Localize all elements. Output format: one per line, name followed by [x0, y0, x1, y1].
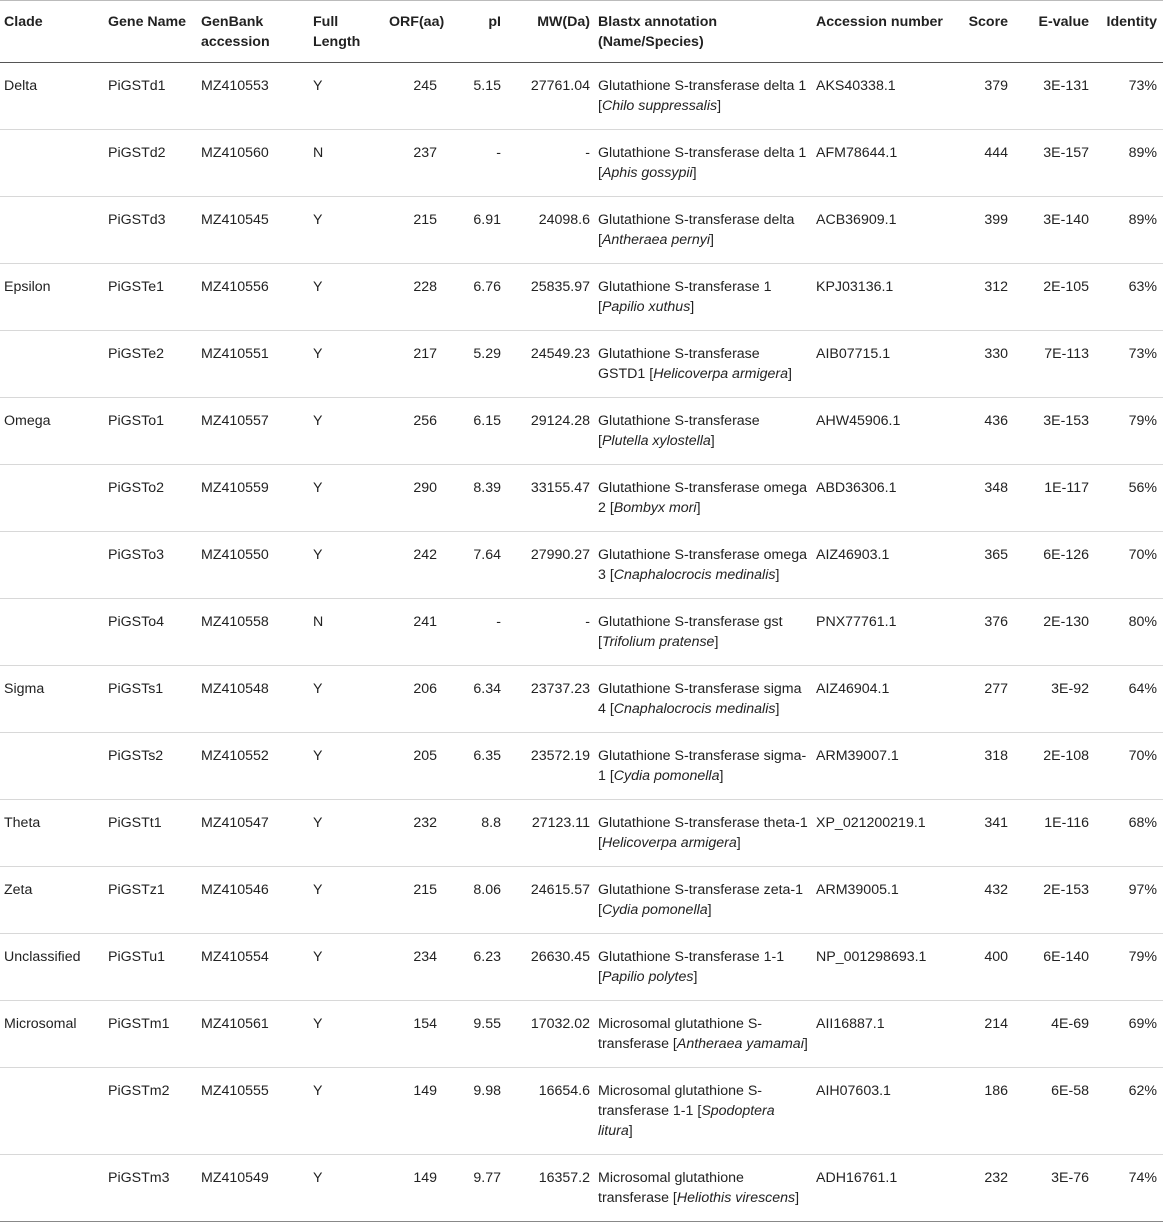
blastx-name: Glutathione S-transferase theta-1: [598, 815, 808, 831]
cell-orf: 241: [385, 599, 441, 666]
header-blastx: Blastx annotation (Name/Species): [594, 1, 812, 63]
cell-clade: [0, 599, 104, 666]
cell-evalue: 3E-76: [1012, 1155, 1093, 1222]
blastx-species: Antheraea pernyi: [601, 232, 711, 248]
cell-gene-name: PiGSTd3: [104, 197, 197, 264]
cell-pi: 5.15: [441, 63, 505, 130]
blastx-species: Heliothis virescens: [676, 1190, 796, 1206]
cell-genbank: MZ410548: [197, 666, 309, 733]
cell-identity: 89%: [1093, 130, 1163, 197]
cell-blastx: Glutathione S-transferase sigma-1 [Cydia pomonella]: [594, 733, 812, 800]
cell-accession: KPJ03136.1: [812, 264, 950, 331]
cell-clade: [0, 197, 104, 264]
blastx-name: Microsomal glutathione S-transferase: [598, 1016, 763, 1052]
blastx-species: Helicoverpa armigera: [601, 835, 737, 851]
table-row: [0, 666, 1163, 733]
cell-gene-name: PiGSTe1: [104, 264, 197, 331]
blastx-species: Aphis gossypii: [601, 165, 693, 181]
cell-accession: AFM78644.1: [812, 130, 950, 197]
cell-evalue: 3E-140: [1012, 197, 1093, 264]
blastx-name: Glutathione S-transferase delta 1: [598, 78, 807, 94]
cell-genbank: MZ410553: [197, 63, 309, 130]
blastx-species: Chilo suppressalis: [601, 98, 718, 114]
cell-pi: 6.23: [441, 934, 505, 1001]
cell-full-length: Y: [309, 733, 385, 800]
cell-orf: 215: [385, 867, 441, 934]
cell-orf: 237: [385, 130, 441, 197]
cell-blastx: Glutathione S-transferase delta 1 [Chilo suppressalis]: [594, 63, 812, 130]
blastx-species: Papilio polytes: [601, 969, 694, 985]
cell-accession: AIZ46903.1: [812, 532, 950, 599]
cell-score: 312: [950, 264, 1012, 331]
cell-genbank: MZ410557: [197, 398, 309, 465]
cell-evalue: 6E-58: [1012, 1068, 1093, 1155]
cell-blastx: Glutathione S-transferase 1 [Papilio xuthus]: [594, 264, 812, 331]
cell-mw: 24615.57: [505, 867, 594, 934]
cell-score: 436: [950, 398, 1012, 465]
cell-clade: [0, 1155, 104, 1222]
cell-gene-name: PiGSTd2: [104, 130, 197, 197]
cell-orf: 217: [385, 331, 441, 398]
cell-blastx: Glutathione S-transferase [Plutella xylostella]: [594, 398, 812, 465]
cell-pi: 6.35: [441, 733, 505, 800]
blastx-name: Glutathione S-transferase delta: [598, 212, 795, 228]
cell-evalue: 1E-116: [1012, 800, 1093, 867]
cell-orf: 215: [385, 197, 441, 264]
cell-pi: 9.55: [441, 1001, 505, 1068]
blastx-name: Glutathione S-transferase sigma 4: [598, 681, 802, 717]
cell-gene-name: PiGSTm1: [104, 1001, 197, 1068]
cell-accession: ARM39007.1: [812, 733, 950, 800]
cell-mw: 16357.2: [505, 1155, 594, 1222]
table-row: [0, 63, 1163, 130]
table-row: [0, 197, 1163, 264]
table-row: [0, 532, 1163, 599]
cell-clade: Epsilon: [0, 264, 104, 331]
cell-identity: 69%: [1093, 1001, 1163, 1068]
cell-score: 277: [950, 666, 1012, 733]
table-row: [0, 465, 1163, 532]
cell-evalue: 2E-108: [1012, 733, 1093, 800]
cell-full-length: Y: [309, 197, 385, 264]
cell-evalue: 3E-153: [1012, 398, 1093, 465]
cell-score: 330: [950, 331, 1012, 398]
cell-genbank: MZ410556: [197, 264, 309, 331]
table-row: [0, 264, 1163, 331]
cell-identity: 89%: [1093, 197, 1163, 264]
cell-evalue: 1E-117: [1012, 465, 1093, 532]
header-mw: MW(Da): [505, 1, 594, 63]
cell-mw: 24549.23: [505, 331, 594, 398]
cell-score: 376: [950, 599, 1012, 666]
cell-mw: -: [505, 599, 594, 666]
cell-accession: AIZ46904.1: [812, 666, 950, 733]
cell-evalue: 6E-126: [1012, 532, 1093, 599]
cell-accession: ADH16761.1: [812, 1155, 950, 1222]
blastx-species: Papilio xuthus: [601, 299, 691, 315]
cell-score: 444: [950, 130, 1012, 197]
cell-mw: 23737.23: [505, 666, 594, 733]
cell-identity: 63%: [1093, 264, 1163, 331]
cell-genbank: MZ410558: [197, 599, 309, 666]
cell-full-length: Y: [309, 532, 385, 599]
cell-clade: Sigma: [0, 666, 104, 733]
cell-full-length: N: [309, 130, 385, 197]
cell-clade: Microsomal: [0, 1001, 104, 1068]
header-genbank: GenBank accession: [197, 1, 309, 63]
header-clade: Clade: [0, 1, 104, 63]
cell-gene-name: PiGSTm2: [104, 1068, 197, 1155]
cell-clade: [0, 465, 104, 532]
cell-score: 400: [950, 934, 1012, 1001]
cell-full-length: Y: [309, 867, 385, 934]
cell-score: 186: [950, 1068, 1012, 1155]
blastx-name: Glutathione S-transferase sigma-1: [598, 748, 807, 784]
cell-mw: 27761.04: [505, 63, 594, 130]
cell-score: 341: [950, 800, 1012, 867]
header-evalue: E-value: [1012, 1, 1093, 63]
cell-genbank: MZ410546: [197, 867, 309, 934]
cell-gene-name: PiGSTo4: [104, 599, 197, 666]
cell-gene-name: PiGSTs1: [104, 666, 197, 733]
cell-clade: Omega: [0, 398, 104, 465]
cell-pi: -: [441, 130, 505, 197]
cell-clade: [0, 1068, 104, 1155]
cell-gene-name: PiGSTt1: [104, 800, 197, 867]
blastx-species: Trifolium pratense: [601, 634, 715, 650]
cell-pi: -: [441, 599, 505, 666]
table-row: [0, 867, 1163, 934]
cell-mw: 23572.19: [505, 733, 594, 800]
cell-orf: 256: [385, 398, 441, 465]
cell-score: 399: [950, 197, 1012, 264]
cell-gene-name: PiGSTm3: [104, 1155, 197, 1222]
cell-identity: 56%: [1093, 465, 1163, 532]
cell-mw: 29124.28: [505, 398, 594, 465]
cell-orf: 154: [385, 1001, 441, 1068]
header-pi: pI: [441, 1, 505, 63]
header-score: Score: [950, 1, 1012, 63]
cell-identity: 73%: [1093, 331, 1163, 398]
cell-clade: [0, 331, 104, 398]
cell-pi: 8.06: [441, 867, 505, 934]
cell-orf: 232: [385, 800, 441, 867]
cell-evalue: 7E-113: [1012, 331, 1093, 398]
cell-blastx: Glutathione S-transferase omega 2 [Bombyx mori]: [594, 465, 812, 532]
blastx-name: Glutathione S-transferase delta 1: [598, 145, 807, 161]
cell-mw: -: [505, 130, 594, 197]
blastx-name: Glutathione S-transferase: [598, 413, 760, 429]
cell-genbank: MZ410549: [197, 1155, 309, 1222]
cell-evalue: 4E-69: [1012, 1001, 1093, 1068]
table-row: [0, 398, 1163, 465]
cell-pi: 6.76: [441, 264, 505, 331]
cell-evalue: 3E-157: [1012, 130, 1093, 197]
table-row: [0, 1068, 1163, 1155]
cell-full-length: Y: [309, 331, 385, 398]
cell-evalue: 6E-140: [1012, 934, 1093, 1001]
cell-evalue: 2E-153: [1012, 867, 1093, 934]
cell-score: 365: [950, 532, 1012, 599]
cell-accession: XP_021200219.1: [812, 800, 950, 867]
header-full-length: Full Length: [309, 1, 385, 63]
cell-identity: 70%: [1093, 733, 1163, 800]
cell-full-length: Y: [309, 1068, 385, 1155]
cell-genbank: MZ410561: [197, 1001, 309, 1068]
blastx-species: Plutella xylostella: [601, 433, 711, 449]
cell-pi: 6.15: [441, 398, 505, 465]
header-identity: Identity: [1093, 1, 1163, 63]
cell-genbank: MZ410547: [197, 800, 309, 867]
cell-score: 214: [950, 1001, 1012, 1068]
cell-pi: 5.29: [441, 331, 505, 398]
cell-blastx: Glutathione S-transferase gst [Trifolium pratense]: [594, 599, 812, 666]
table-row: [0, 331, 1163, 398]
cell-score: 432: [950, 867, 1012, 934]
cell-orf: 149: [385, 1068, 441, 1155]
cell-pi: 9.98: [441, 1068, 505, 1155]
cell-identity: 74%: [1093, 1155, 1163, 1222]
cell-accession: AIH07603.1: [812, 1068, 950, 1155]
cell-score: 379: [950, 63, 1012, 130]
header-gene-name: Gene Name: [104, 1, 197, 63]
cell-full-length: Y: [309, 63, 385, 130]
cell-accession: ARM39005.1: [812, 867, 950, 934]
cell-blastx: Glutathione S-transferase GSTD1 [Helicoverpa armigera]: [594, 331, 812, 398]
table-row: [0, 934, 1163, 1001]
cell-score: 232: [950, 1155, 1012, 1222]
cell-blastx: Glutathione S-transferase zeta-1 [Cydia pomonella]: [594, 867, 812, 934]
cell-blastx: Glutathione S-transferase theta-1 [Helicoverpa armigera]: [594, 800, 812, 867]
cell-gene-name: PiGSTs2: [104, 733, 197, 800]
cell-gene-name: PiGSTz1: [104, 867, 197, 934]
cell-gene-name: PiGSTd1: [104, 63, 197, 130]
cell-evalue: 3E-92: [1012, 666, 1093, 733]
cell-clade: [0, 532, 104, 599]
cell-blastx: Glutathione S-transferase sigma 4 [Cnaphalocrocis medinalis]: [594, 666, 812, 733]
cell-full-length: Y: [309, 800, 385, 867]
cell-accession: AHW45906.1: [812, 398, 950, 465]
table-row: [0, 130, 1163, 197]
cell-accession: ACB36909.1: [812, 197, 950, 264]
header-orf: ORF(aa): [385, 1, 441, 63]
blastx-name: Glutathione S-transferase 1: [598, 279, 772, 295]
table-row: [0, 733, 1163, 800]
cell-identity: 79%: [1093, 398, 1163, 465]
table-row: [0, 1155, 1163, 1222]
cell-mw: 27123.11: [505, 800, 594, 867]
cell-full-length: Y: [309, 1155, 385, 1222]
blastx-name: Glutathione S-transferase omega 3: [598, 547, 807, 583]
cell-clade: Delta: [0, 63, 104, 130]
cell-blastx: Glutathione S-transferase delta 1 [Aphis gossypii]: [594, 130, 812, 197]
cell-identity: 64%: [1093, 666, 1163, 733]
table-header-row: [0, 1, 1163, 63]
blastx-species: Helicoverpa armigera: [653, 366, 789, 382]
cell-gene-name: PiGSTo3: [104, 532, 197, 599]
cell-score: 318: [950, 733, 1012, 800]
cell-genbank: MZ410554: [197, 934, 309, 1001]
cell-blastx: Glutathione S-transferase omega 3 [Cnaphalocrocis medinalis]: [594, 532, 812, 599]
blastx-species: Antheraea yamamai: [676, 1036, 804, 1052]
cell-accession: AKS40338.1: [812, 63, 950, 130]
blastx-species: Cydia pomonella: [601, 902, 708, 918]
cell-mw: 24098.6: [505, 197, 594, 264]
table-row: [0, 800, 1163, 867]
cell-accession: AII16887.1: [812, 1001, 950, 1068]
cell-identity: 62%: [1093, 1068, 1163, 1155]
cell-pi: 7.64: [441, 532, 505, 599]
cell-identity: 70%: [1093, 532, 1163, 599]
cell-mw: 27990.27: [505, 532, 594, 599]
table-row: [0, 1001, 1163, 1068]
cell-pi: 6.91: [441, 197, 505, 264]
header-accession: Accession number: [812, 1, 950, 63]
cell-full-length: Y: [309, 465, 385, 532]
cell-evalue: 3E-131: [1012, 63, 1093, 130]
cell-full-length: Y: [309, 666, 385, 733]
blastx-name: Glutathione S-transferase 1-1: [598, 949, 785, 965]
cell-genbank: MZ410552: [197, 733, 309, 800]
cell-blastx: Microsomal glutathione S-transferase 1-1 [Spodoptera litura]: [594, 1068, 812, 1155]
cell-score: 348: [950, 465, 1012, 532]
blastx-name: Glutathione S-transferase omega 2: [598, 480, 807, 516]
cell-identity: 73%: [1093, 63, 1163, 130]
cell-blastx: Microsomal glutathione transferase [Heliothis virescens]: [594, 1155, 812, 1222]
cell-genbank: MZ410551: [197, 331, 309, 398]
blastx-species: Cnaphalocrocis medinalis: [613, 701, 776, 717]
cell-evalue: 2E-130: [1012, 599, 1093, 666]
cell-mw: 16654.6: [505, 1068, 594, 1155]
cell-orf: 228: [385, 264, 441, 331]
cell-mw: 17032.02: [505, 1001, 594, 1068]
cell-genbank: MZ410559: [197, 465, 309, 532]
cell-accession: PNX77761.1: [812, 599, 950, 666]
cell-pi: 8.39: [441, 465, 505, 532]
cell-genbank: MZ410560: [197, 130, 309, 197]
cell-clade: Zeta: [0, 867, 104, 934]
cell-identity: 80%: [1093, 599, 1163, 666]
cell-identity: 79%: [1093, 934, 1163, 1001]
cell-clade: Theta: [0, 800, 104, 867]
cell-orf: 149: [385, 1155, 441, 1222]
cell-mw: 25835.97: [505, 264, 594, 331]
cell-orf: 245: [385, 63, 441, 130]
cell-orf: 242: [385, 532, 441, 599]
cell-accession: NP_001298693.1: [812, 934, 950, 1001]
cell-orf: 206: [385, 666, 441, 733]
cell-full-length: Y: [309, 264, 385, 331]
cell-gene-name: PiGSTu1: [104, 934, 197, 1001]
cell-genbank: MZ410555: [197, 1068, 309, 1155]
blastx-species: Cnaphalocrocis medinalis: [613, 567, 776, 583]
cell-identity: 97%: [1093, 867, 1163, 934]
cell-pi: 6.34: [441, 666, 505, 733]
cell-gene-name: PiGSTo1: [104, 398, 197, 465]
blastx-name: Glutathione S-transferase zeta-1: [598, 882, 804, 898]
cell-orf: 290: [385, 465, 441, 532]
cell-clade: [0, 733, 104, 800]
blastx-species: Cydia pomonella: [613, 768, 720, 784]
cell-evalue: 2E-105: [1012, 264, 1093, 331]
cell-mw: 33155.47: [505, 465, 594, 532]
cell-clade: [0, 130, 104, 197]
cell-blastx: Glutathione S-transferase 1-1 [Papilio polytes]: [594, 934, 812, 1001]
blastx-name: Glutathione S-transferase GSTD1: [598, 346, 760, 382]
cell-clade: Unclassified: [0, 934, 104, 1001]
table-row: [0, 599, 1163, 666]
cell-gene-name: PiGSTe2: [104, 331, 197, 398]
cell-orf: 234: [385, 934, 441, 1001]
cell-full-length: Y: [309, 1001, 385, 1068]
cell-accession: AIB07715.1: [812, 331, 950, 398]
cell-genbank: MZ410550: [197, 532, 309, 599]
cell-blastx: Glutathione S-transferase delta [Antheraea pernyi]: [594, 197, 812, 264]
cell-accession: ABD36306.1: [812, 465, 950, 532]
cell-pi: 8.8: [441, 800, 505, 867]
blastx-name: Microsomal glutathione S-transferase 1-1: [598, 1083, 763, 1119]
cell-mw: 26630.45: [505, 934, 594, 1001]
blastx-name: Microsomal glutathione transferase: [598, 1170, 744, 1206]
cell-full-length: N: [309, 599, 385, 666]
cell-gene-name: PiGSTo2: [104, 465, 197, 532]
cell-blastx: Microsomal glutathione S-transferase [Antheraea yamamai]: [594, 1001, 812, 1068]
cell-full-length: Y: [309, 398, 385, 465]
cell-genbank: MZ410545: [197, 197, 309, 264]
cell-orf: 205: [385, 733, 441, 800]
blastx-name: Glutathione S-transferase gst: [598, 614, 783, 630]
blastx-species: Spodoptera litura: [598, 1103, 775, 1139]
cell-identity: 68%: [1093, 800, 1163, 867]
table-body: [0, 63, 1163, 1222]
cell-full-length: Y: [309, 934, 385, 1001]
cell-pi: 9.77: [441, 1155, 505, 1222]
blastx-species: Bombyx mori: [613, 500, 697, 516]
